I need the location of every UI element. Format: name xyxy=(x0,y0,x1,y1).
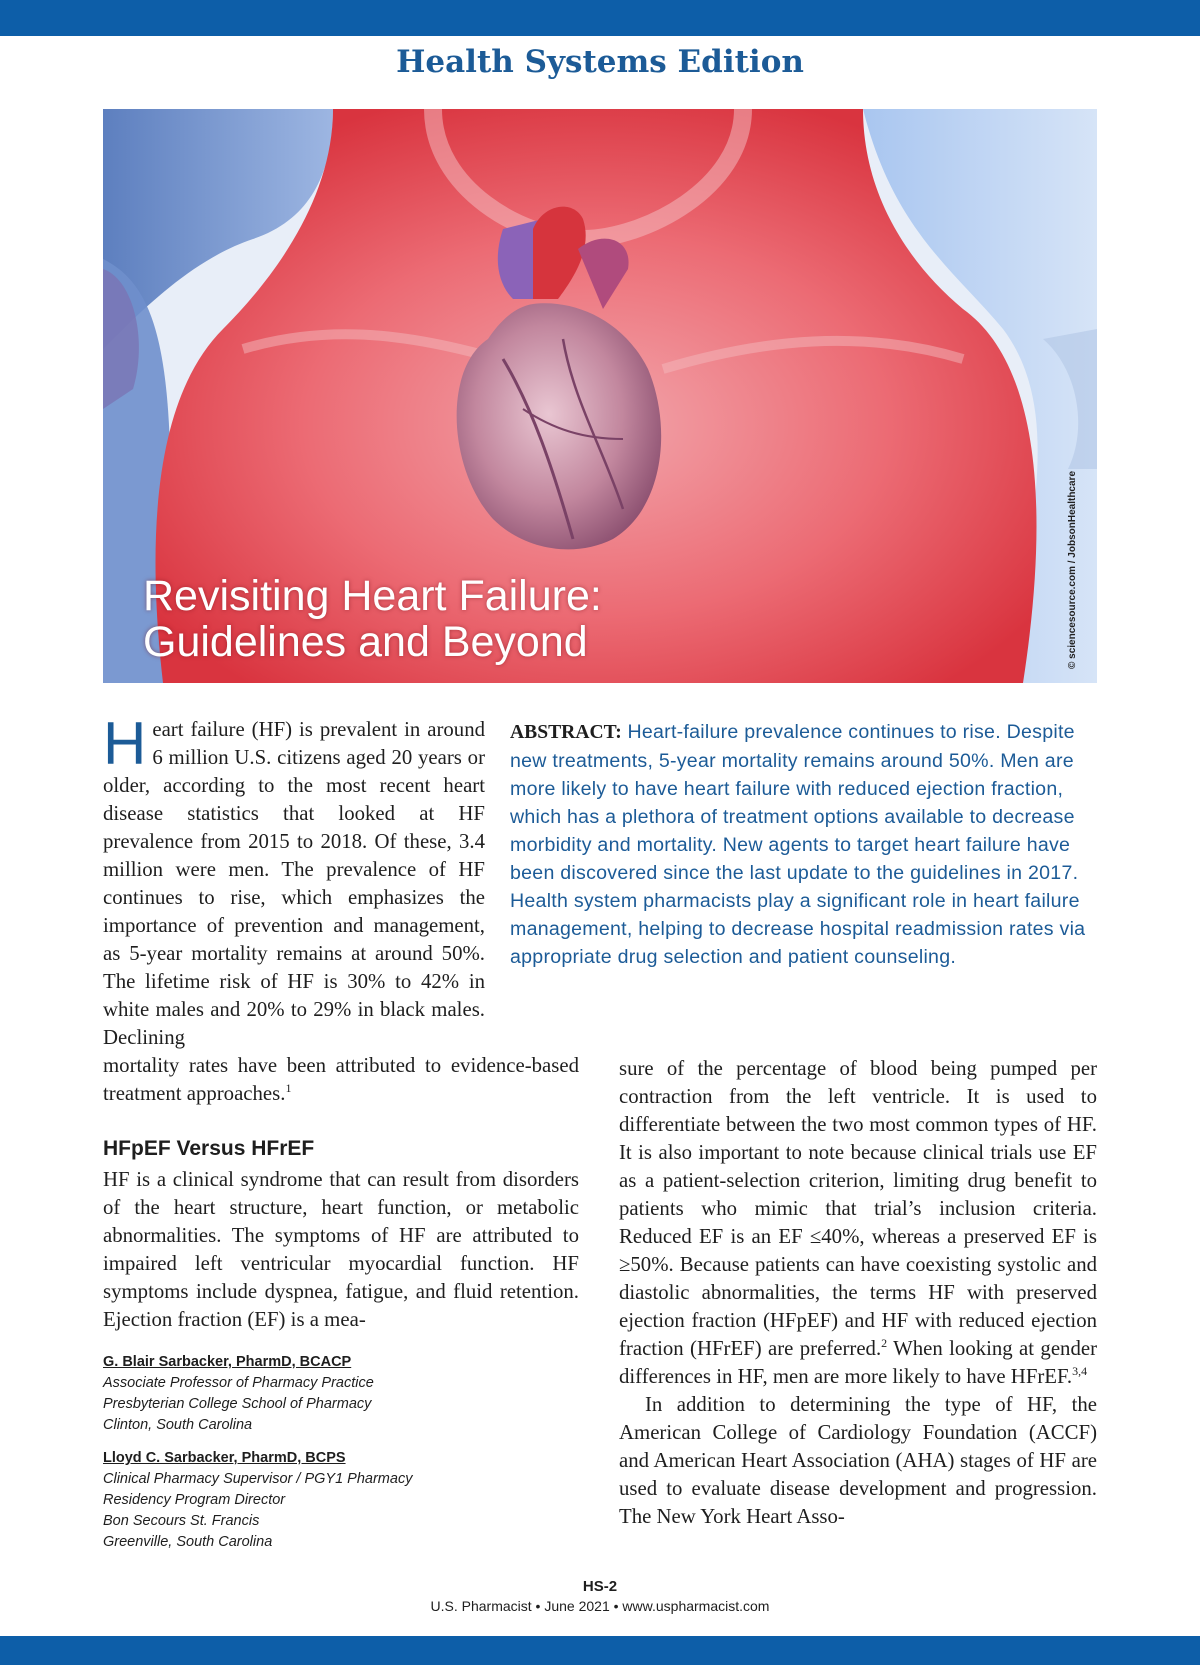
author-affiliation-line: Bon Secours St. Francis xyxy=(103,1513,260,1529)
section-body: HF is a clinical syndrome that can result from disorders of the heart structure, heart function, or metabolic abnormalities. The symptoms of HF are attributed to impaired left ventricular myocardial function. HF symptoms include dyspnea, fatigue, and fluid retention. Ejection fraction (EF) is a mea- xyxy=(103,1168,579,1331)
author-name: Lloyd C. Sarbacker, PharmD, BCPS xyxy=(103,1450,346,1466)
abstract-label: ABSTRACT: xyxy=(510,722,622,743)
intro-paragraph xyxy=(103,710,485,1052)
author-affiliation-line: Greenville, South Carolina xyxy=(103,1534,273,1550)
image-credit: © sciencesource.com / JobsonHealthcare xyxy=(1067,470,1078,669)
body-text: sure of the percentage of blood being pumped per contraction from the left ventricle. It is used to differentiate between the two most common types of HF. It is also important to note because clinical trials use EF as a patient-selection criterion, limiting drug benefit to patients who mimic that trial’s inclusion criteria. Reduced EF is an EF ≤40%, whereas a preserved EF is ≥50%. Because patients can have coexisting systolic and diastolic abnormalities, the terms HF with preserved ejection fraction (HFpEF) and HF with reduced ejection fraction (HFrEF) are preferred. xyxy=(619,1057,1097,1360)
hero-image xyxy=(103,109,1097,683)
intro-paragraph-end xyxy=(103,1052,579,1108)
bottom-color-bar xyxy=(0,1636,1200,1665)
author-affiliation-line: Presbyterian College School of Pharmacy xyxy=(103,1396,372,1412)
article-title-line-2: Guidelines and Beyond xyxy=(143,618,588,666)
author-affiliation-line: Associate Professor of Pharmacy Practice xyxy=(103,1375,374,1391)
page-number: HS-2 xyxy=(582,1578,618,1595)
drop-cap: H xyxy=(103,710,147,777)
author-affiliation-line: Residency Program Director xyxy=(103,1492,286,1508)
reference-3-4: 3,4 xyxy=(1072,1364,1088,1379)
body-paragraph: In addition to determining the type of HF, the American College of Cardiology Foundation (ACCF) and American Heart Association (AHA) stages of HF are used to evaluate disease development and progression. The New York Heart Asso- xyxy=(619,1393,1097,1528)
section-heading: HFpEF Versus HFrEF xyxy=(103,1137,315,1160)
body-text: When looking at gender differences in HF, men are more likely to have HFrEF. xyxy=(619,1337,1098,1388)
reference-1: 1 xyxy=(285,1081,292,1096)
right-column xyxy=(619,1055,1097,1531)
author-1 xyxy=(103,1352,374,1436)
author-affiliation-line: Clinton, South Carolina xyxy=(103,1417,253,1433)
article-title xyxy=(143,573,602,665)
author-affiliation-line: Clinical Pharmacy Supervisor / PGY1 Pharmacy xyxy=(103,1471,413,1487)
abstract-block xyxy=(510,718,1100,971)
author-2 xyxy=(103,1448,412,1553)
abstract-text: Heart-failure prevalence continues to rise. Despite new treatments, 5-year mortality remains around 50%. Men are more likely to have heart failure with reduced ejection fraction, which has a plethora of treatment options available to decrease morbidity and mortality. New agents to target heart failure have been discovered since the last update to the guidelines in 2017. Health system pharmacists play a significant role in heart failure management, helping to decrease hospital readmission rates via appropriate drug selection and patient counseling. xyxy=(510,721,1086,968)
author-name: G. Blair Sarbacker, PharmD, BCACP xyxy=(103,1354,352,1370)
article-title-line-1: Revisiting Heart Failure: xyxy=(143,572,602,620)
intro-text: eart failure (HF) is prevalent in around 6 million U.S. citizens aged 20 years or older, according to the most recent heart disease statistics that looked at HF prevalence from 2015 to 2018. Of these, 3.4 million were men. The prevalence of HF continues to rise, which emphasizes the importance of prevention and management, as 5-year mortality remains at around 50%. The lifetime risk of HF is 30% to 42% in white males and 20% to 29% in black males. Declining xyxy=(103,718,485,1049)
top-color-bar xyxy=(0,0,1200,36)
intro-text-end: mortality rates have been attributed to evidence-based treatment approaches. xyxy=(103,1054,579,1105)
reference-2: 2 xyxy=(881,1336,888,1351)
footer-citation: U.S. Pharmacist • June 2021 • www.uspharmacist.com xyxy=(430,1598,770,1614)
body-paragraph xyxy=(619,1055,1097,1391)
edition-title: Health Systems Edition xyxy=(396,44,804,80)
